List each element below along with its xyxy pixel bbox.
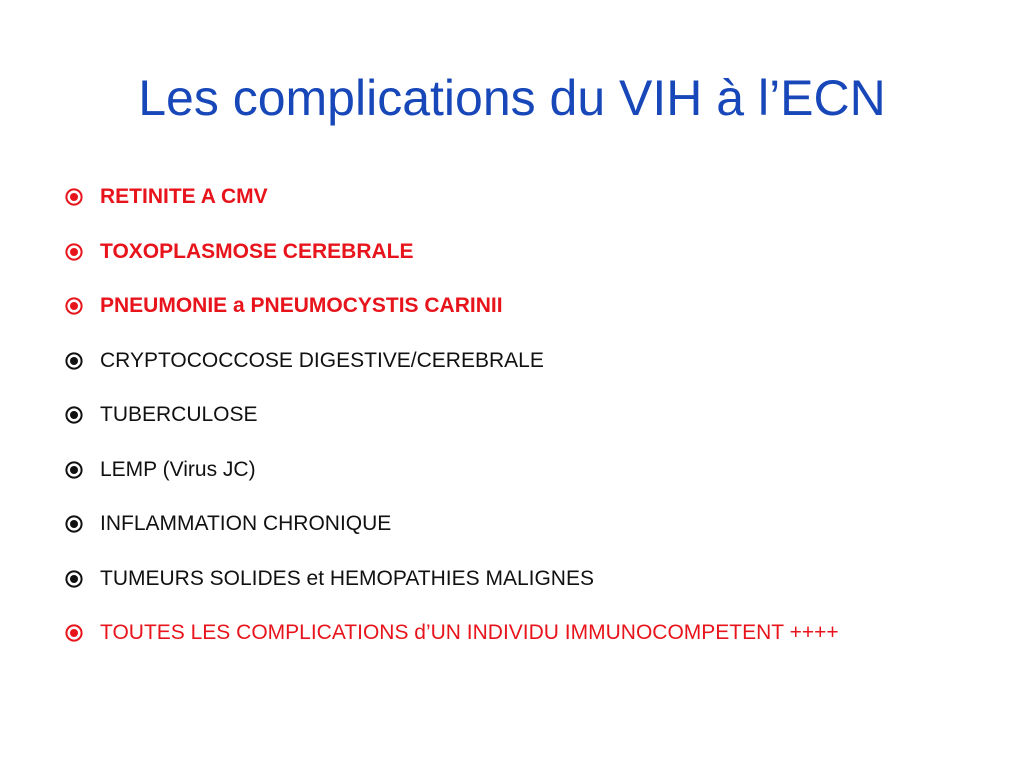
bullet-text: TUMEURS SOLIDES et HEMOPATHIES MALIGNES: [100, 566, 594, 590]
bullet-text: TUBERCULOSE: [100, 403, 258, 427]
bullet-text: INFLAMMATION CHRONIQUE: [100, 512, 392, 536]
list-item: [64, 170, 839, 225]
bullet-text: CRYPTOCOCCOSE DIGESTIVE/CEREBRALE: [100, 348, 544, 372]
circled-dot-icon: [64, 623, 84, 643]
list-item: [64, 334, 839, 389]
list-item: [64, 225, 839, 280]
list-item: [64, 606, 839, 661]
bullet-text: TOXOPLASMOSE CEREBRALE: [100, 239, 414, 263]
bullet-text: TOUTES LES COMPLICATIONS d’UN INDIVIDU IMMUNOCOMPETENT ++++: [100, 621, 839, 645]
slide-title: Les complications du VIH à l’ECN: [138, 70, 886, 126]
circled-dot-icon: [64, 514, 84, 534]
bullet-text: RETINITE A CMV: [100, 185, 268, 209]
bullet-list: [64, 170, 839, 661]
circled-dot-icon: [64, 569, 84, 589]
list-item: [64, 497, 839, 552]
circled-dot-icon: [64, 405, 84, 425]
bullet-text: LEMP (Virus JC): [100, 457, 256, 481]
list-item: [64, 279, 839, 334]
circled-dot-icon: [64, 351, 84, 371]
circled-dot-icon: [64, 460, 84, 480]
list-item: [64, 388, 839, 443]
circled-dot-icon: [64, 187, 84, 207]
bullet-text: PNEUMONIE a PNEUMOCYSTIS CARINII: [100, 294, 503, 318]
circled-dot-icon: [64, 242, 84, 262]
list-item: [64, 552, 839, 607]
circled-dot-icon: [64, 296, 84, 316]
list-item: [64, 443, 839, 498]
